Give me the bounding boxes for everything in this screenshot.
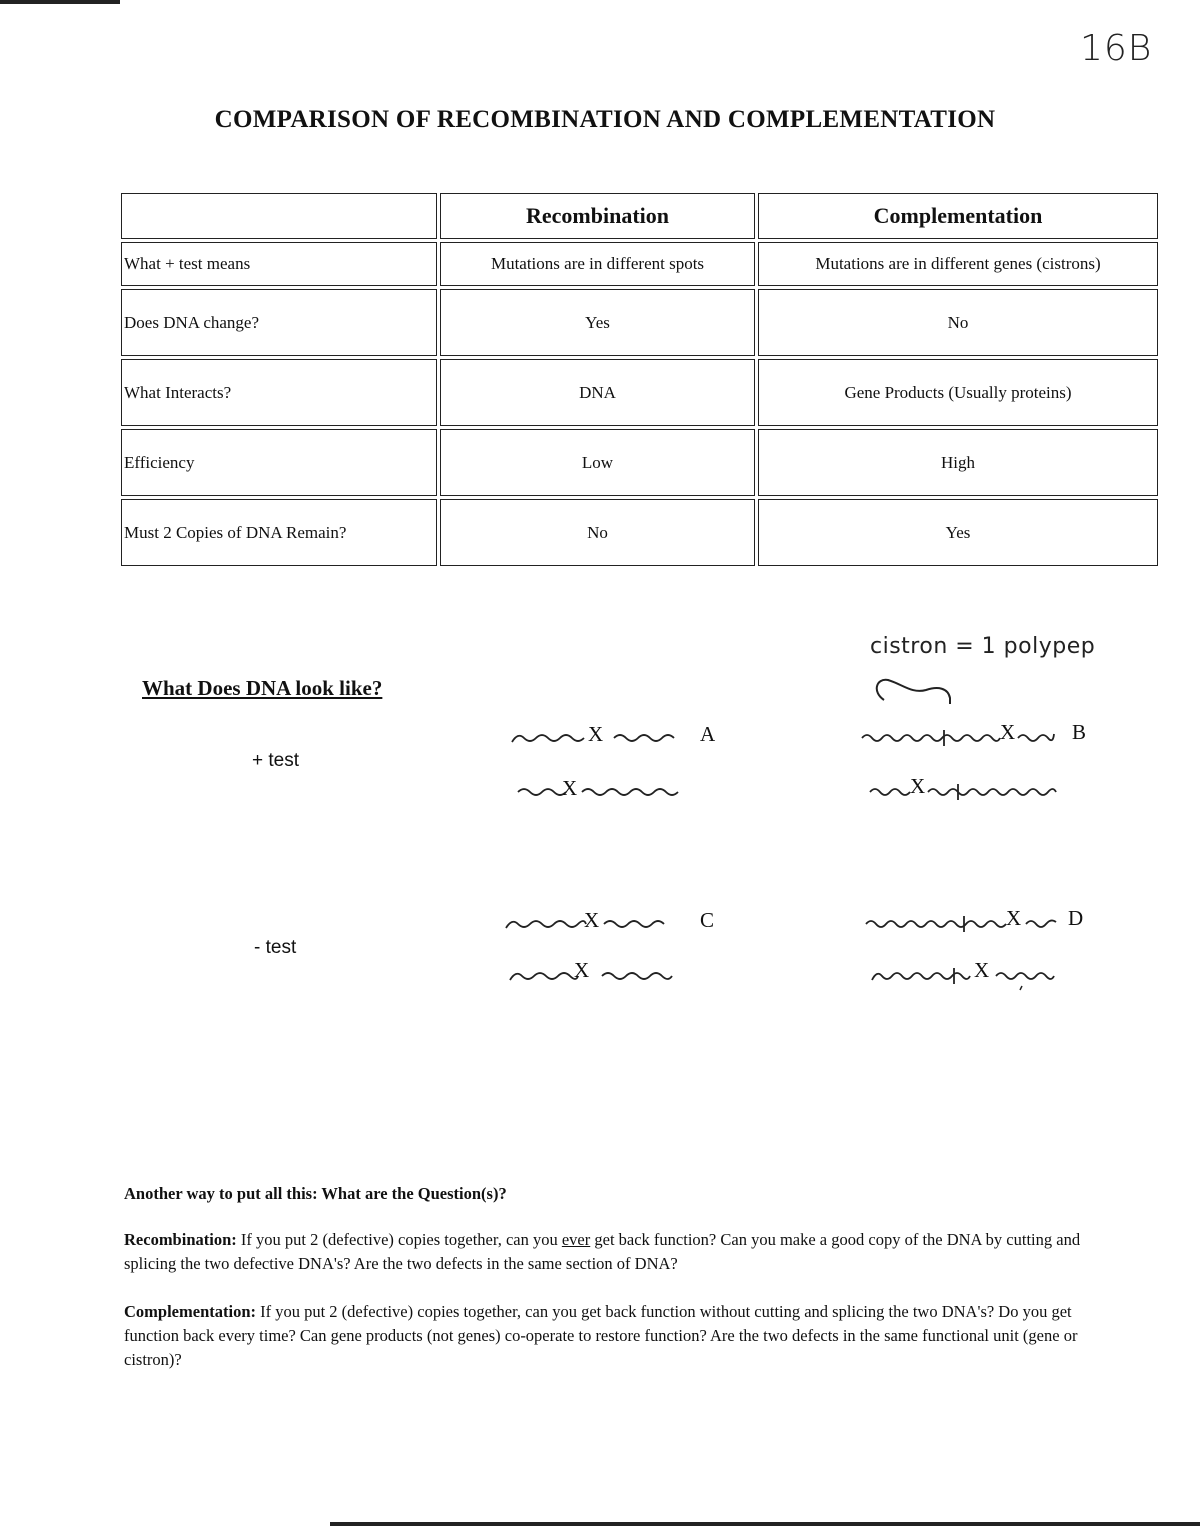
- table-row: [121, 499, 1158, 566]
- comparison-table: [118, 190, 1161, 569]
- complementation-cell: Yes: [758, 499, 1158, 566]
- recombination-cell: No: [440, 499, 755, 566]
- row-label: Efficiency: [121, 429, 437, 496]
- dna-strand-c2: [510, 960, 680, 986]
- table-header-row: [121, 193, 1158, 239]
- minus-test-label: - test: [254, 937, 297, 958]
- cistron-bracket-icon: [868, 672, 958, 712]
- questions-intro: Another way to put all this: What are the Question(s)?: [124, 1184, 507, 1203]
- page-number-mark: 16B: [1080, 28, 1153, 69]
- panel-label-a: A: [700, 722, 716, 746]
- scan-edge-artifact: [0, 0, 120, 4]
- table-row: [121, 429, 1158, 496]
- row-label: What Interacts?: [121, 359, 437, 426]
- complementation-cell: Gene Products (Usually proteins): [758, 359, 1158, 426]
- mutation-mark: X: [562, 776, 578, 800]
- dna-strand-d1: [866, 908, 1066, 934]
- panel-label-d: D: [1068, 906, 1084, 930]
- complementation-question-label: Complementation:: [124, 1302, 256, 1321]
- table-header-blank: [121, 193, 437, 239]
- complementation-question: [124, 1300, 1104, 1372]
- dna-strand-a2: [518, 776, 688, 802]
- recombination-cell: DNA: [440, 359, 755, 426]
- complementation-question-text: If you put 2 (defective) copies together, can you get back function without cutting and splicing the two DNA's? Do you get function back every time? Can gene products (not genes) co-operate to restore function? Are the two defects in the same functional unit (gene or cistron)?: [124, 1302, 1078, 1369]
- recombination-question-text: If you put 2 (defective) copies together, can you: [236, 1230, 562, 1249]
- complementation-cell: No: [758, 289, 1158, 356]
- diagram-heading: What Does DNA look like?: [142, 676, 383, 700]
- recombination-question-label: Recombination:: [124, 1230, 237, 1249]
- dna-strand-d2: [872, 960, 1072, 990]
- plus-test-label: + test: [252, 750, 299, 771]
- handwritten-note: cistron = 1 polypep: [870, 634, 1096, 659]
- mutation-mark: X: [1000, 720, 1016, 744]
- complementation-cell: Mutations are in different genes (cistrons): [758, 242, 1158, 286]
- scan-edge-artifact: [330, 1522, 1200, 1526]
- panel-label-c: C: [700, 908, 715, 932]
- row-label: Does DNA change?: [121, 289, 437, 356]
- mutation-mark: X: [588, 722, 604, 746]
- row-label: Must 2 Copies of DNA Remain?: [121, 499, 437, 566]
- mutation-mark: X: [574, 958, 590, 982]
- page-title: COMPARISON OF RECOMBINATION AND COMPLEMENTATION: [214, 106, 996, 133]
- table-row: [121, 289, 1158, 356]
- recombination-cell: Mutations are in different spots: [440, 242, 755, 286]
- emphasis-ever: ever: [561, 1230, 591, 1249]
- mutation-mark: X: [1006, 906, 1022, 930]
- mutation-mark: X: [910, 774, 926, 798]
- recombination-cell: Low: [440, 429, 755, 496]
- row-label: What + test means: [121, 242, 437, 286]
- table-row: [121, 242, 1158, 286]
- recombination-question: [124, 1228, 1104, 1276]
- mutation-mark: X: [584, 908, 600, 932]
- table-row: [121, 359, 1158, 426]
- mutation-mark: X: [974, 958, 990, 982]
- table-header-complementation: Complementation: [758, 193, 1158, 239]
- recombination-cell: Yes: [440, 289, 755, 356]
- recombination-question-text-rest: get back function? Can you make a good copy of the DNA by cutting and splicing the two defective DNA's? Are the two defects in the same section of DNA?: [124, 1230, 1081, 1273]
- dna-strand-b2: [870, 776, 1070, 802]
- panel-label-b: B: [1072, 720, 1087, 744]
- complementation-cell: High: [758, 429, 1158, 496]
- dna-strand-b1: [862, 722, 1062, 748]
- table-header-recombination: Recombination: [440, 193, 755, 239]
